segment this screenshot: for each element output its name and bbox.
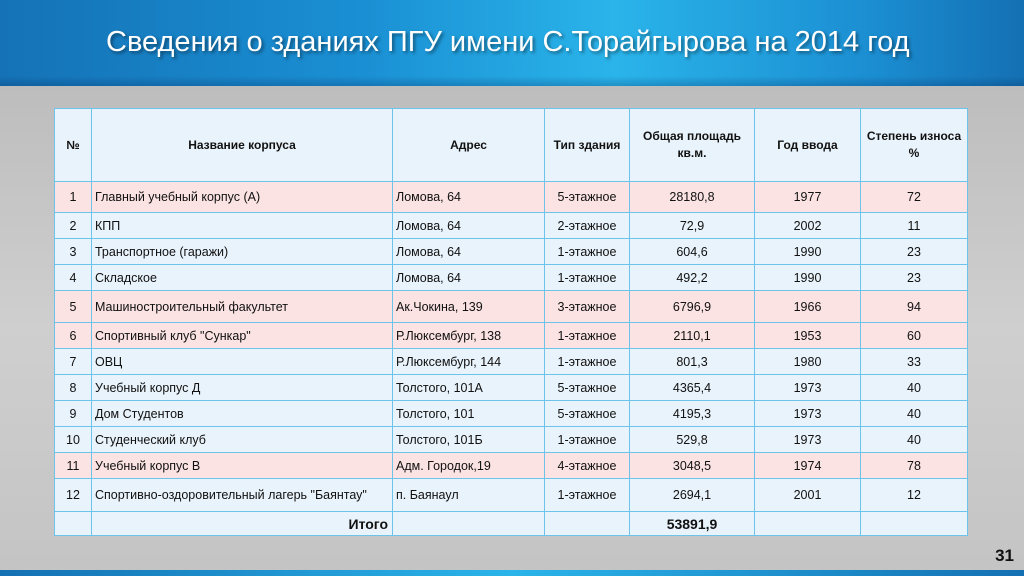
table-row [55,265,968,291]
cell-year: 1990 [755,239,861,265]
total-empty-cell [755,512,861,536]
total-empty-cell [55,512,92,536]
cell-address: Адм. Городок,19 [393,453,545,479]
cell-num: 6 [55,323,92,349]
cell-year: 1980 [755,349,861,375]
cell-name: Учебный корпус В [92,453,393,479]
cell-year: 1977 [755,182,861,213]
cell-type: 1-этажное [545,323,630,349]
total-empty-cell [861,512,968,536]
table-row [55,291,968,323]
table-row [55,323,968,349]
header-area: Общая площадь кв.м. [630,109,755,182]
header-num: № [55,109,92,182]
cell-wear: 23 [861,239,968,265]
cell-type: 5-этажное [545,182,630,213]
table-row [55,401,968,427]
header-name: Название корпуса [92,109,393,182]
slide-title: Сведения о зданиях ПГУ имени С.Торайгырова на 2014 год [106,26,910,58]
bottom-accent-bar [0,570,1024,576]
cell-name: Машиностроительный факультет [92,291,393,323]
cell-name: Спортивный клуб "Сункар" [92,323,393,349]
cell-type: 1-этажное [545,479,630,512]
cell-name: Учебный корпус Д [92,375,393,401]
cell-year: 1974 [755,453,861,479]
table-row [55,239,968,265]
cell-name: Дом Студентов [92,401,393,427]
cell-area: 2694,1 [630,479,755,512]
table-row [55,479,968,512]
cell-type: 1-этажное [545,427,630,453]
cell-address: Ак.Чокина, 139 [393,291,545,323]
cell-area: 28180,8 [630,182,755,213]
cell-name: ОВЦ [92,349,393,375]
cell-address: Ломова, 64 [393,213,545,239]
cell-num: 3 [55,239,92,265]
cell-area: 3048,5 [630,453,755,479]
cell-area: 6796,9 [630,291,755,323]
cell-num: 12 [55,479,92,512]
cell-address: Толстого, 101 [393,401,545,427]
header-year: Год ввода [755,109,861,182]
cell-num: 9 [55,401,92,427]
cell-area: 2110,1 [630,323,755,349]
cell-area: 4195,3 [630,401,755,427]
cell-name: Студенческий клуб [92,427,393,453]
cell-area: 604,6 [630,239,755,265]
cell-type: 1-этажное [545,265,630,291]
total-row [55,512,968,536]
cell-num: 7 [55,349,92,375]
cell-wear: 72 [861,182,968,213]
table-row [55,427,968,453]
cell-year: 2002 [755,213,861,239]
cell-name: Складское [92,265,393,291]
cell-wear: 78 [861,453,968,479]
buildings-table [54,108,968,536]
cell-num: 5 [55,291,92,323]
cell-address: Толстого, 101Б [393,427,545,453]
cell-year: 1990 [755,265,861,291]
cell-wear: 40 [861,375,968,401]
header-address: Адрес [393,109,545,182]
cell-num: 2 [55,213,92,239]
cell-area: 492,2 [630,265,755,291]
cell-area: 72,9 [630,213,755,239]
cell-year: 1973 [755,375,861,401]
cell-area: 4365,4 [630,375,755,401]
cell-num: 8 [55,375,92,401]
header-wear: Степень износа % [861,109,968,182]
cell-address: Ломова, 64 [393,265,545,291]
cell-name: Спортивно-оздоровительный лагерь "Баянтау" [92,479,393,512]
cell-type: 5-этажное [545,401,630,427]
cell-type: 5-этажное [545,375,630,401]
table-row [55,182,968,213]
cell-area: 801,3 [630,349,755,375]
cell-name: Главный учебный корпус (А) [92,182,393,213]
cell-year: 1966 [755,291,861,323]
cell-wear: 40 [861,427,968,453]
cell-year: 1973 [755,427,861,453]
total-empty-cell [393,512,545,536]
cell-type: 4-этажное [545,453,630,479]
total-area: 53891,9 [630,512,755,536]
header-type: Тип здания [545,109,630,182]
cell-num: 10 [55,427,92,453]
cell-name: Транспортное (гаражи) [92,239,393,265]
total-label: Итого [92,512,393,536]
cell-name: КПП [92,213,393,239]
cell-wear: 23 [861,265,968,291]
cell-year: 2001 [755,479,861,512]
cell-wear: 33 [861,349,968,375]
cell-type: 2-этажное [545,213,630,239]
table-row [55,375,968,401]
cell-wear: 40 [861,401,968,427]
cell-num: 11 [55,453,92,479]
cell-address: Ломова, 64 [393,239,545,265]
cell-year: 1953 [755,323,861,349]
cell-year: 1973 [755,401,861,427]
cell-wear: 11 [861,213,968,239]
cell-address: Р.Люксембург, 138 [393,323,545,349]
slide-header [0,0,1024,86]
cell-address: Р.Люксембург, 144 [393,349,545,375]
table-row [55,453,968,479]
page-number: 31 [995,546,1014,565]
cell-address: п. Баянаул [393,479,545,512]
cell-wear: 60 [861,323,968,349]
cell-type: 1-этажное [545,349,630,375]
cell-address: Ломова, 64 [393,182,545,213]
cell-wear: 12 [861,479,968,512]
cell-wear: 94 [861,291,968,323]
cell-area: 529,8 [630,427,755,453]
cell-address: Толстого, 101А [393,375,545,401]
total-empty-cell [545,512,630,536]
table-row [55,349,968,375]
cell-type: 3-этажное [545,291,630,323]
cell-type: 1-этажное [545,239,630,265]
cell-num: 4 [55,265,92,291]
table-header-row [55,109,968,182]
cell-num: 1 [55,182,92,213]
table-row [55,213,968,239]
